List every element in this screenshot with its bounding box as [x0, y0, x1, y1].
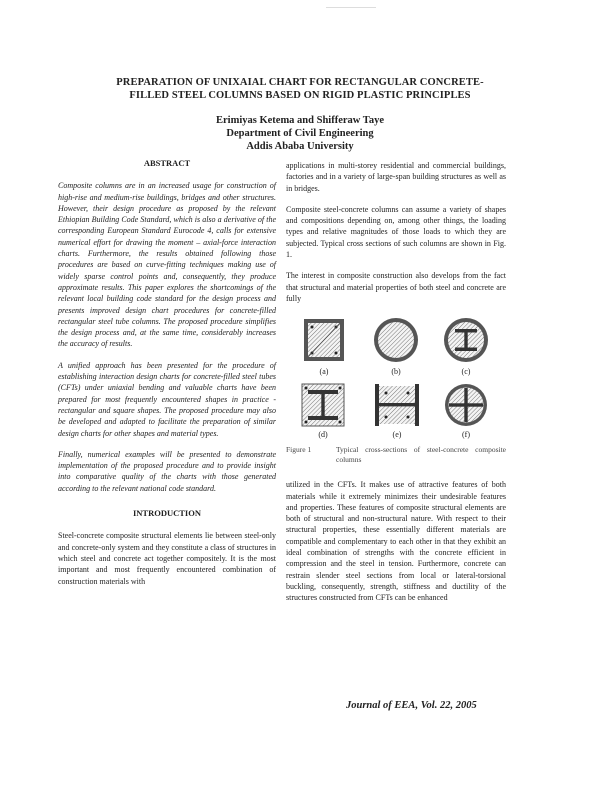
abstract-paragraph: Composite columns are in an increased usage for construction of high-rise and medium-rise buildings, bridges and other structures. However, their design procedure as proposed by the relevant Ethiopian Building Code Standard, which is also a derivative of the corresponding European Standard Eurocode 4, calls for extensive numerical effort for drawing the moment – axial-force interaction charts. Furthermore, the results obtained following those procedures are based on curve-fitting techniques making use of widely sparse control points and, consequently, they produce approximate results. This paper explores the shortcomings of the relevant local building code standard for the design process and presents improved design chart procedures for concrete-filled rectangular steel tube columns. The proposed procedure simplifies the design process and, at the same time, considerably increases the accuracy of results. — [58, 181, 276, 349]
body-paragraph: Composite steel-concrete columns can assume a variety of shapes and compositions depending on, among other things, the loading types and relative magnitudes of those loads to which they are subjected. Typical cross sections of such columns are shown in Fig. 1. — [286, 204, 506, 260]
introduction-heading: INTRODUCTION — [132, 508, 201, 519]
panel-label-c: (c) — [461, 367, 471, 377]
section-e-partially-encased-h-section — [375, 384, 419, 426]
section-c-circular-with-i-section — [444, 318, 488, 362]
panel-label-f: (f) — [462, 430, 470, 440]
abstract-heading: ABSTRACT — [143, 158, 191, 168]
body-paragraph: utilized in the CFTs. It makes use of attractive features of both materials while it extremely minimizes their undesirable features and properties. These features of composite structural elements are both of structural and non-structural nature. With respect to their structural properties, these essentially different materials are compatible and complementary to each other in that they exhibit an ideal combination of strengths with the concrete efficient in compression and the steel in tension. Furthermore, concrete can restrain slender steel sections from local or lateral-torsional buckling, consequently, strength, stiffness and ductility of the structures constructed from CFTs can be enhanced — [286, 480, 506, 603]
paper-title — [60, 76, 540, 102]
caption-text: Typical cross-sections of steel-concrete composite columns — [336, 445, 506, 465]
section-f-circular-with-cruciform — [445, 384, 487, 426]
abstract-body — [58, 180, 276, 494]
right-column — [286, 160, 506, 614]
author-names: Erimiyas Ketema and Shifferaw Taye — [216, 115, 384, 126]
left-column — [58, 158, 276, 597]
figure-caption — [286, 445, 506, 465]
body-paragraph: The interest in composite construction also develops from the fact that structural and material properties of both steel and concrete are fully — [286, 271, 506, 303]
abstract-paragraph: Finally, numerical examples will be presented to demonstrate implementation of the proposed procedure and to provide insight into comparative quality of the charts with those generated according to the relevant national code standard. — [58, 449, 276, 493]
panel-label-d: (d) — [318, 430, 328, 440]
title-line-2: FILLED STEEL COLUMNS BASED ON RIGID PLASTIC PRINCIPLES — [129, 90, 471, 101]
university: Addis Ababa University — [246, 141, 354, 152]
panel-label-a: (a) — [319, 367, 329, 377]
author-block — [100, 114, 500, 153]
introduction-paragraph: Steel-concrete composite structural elements lie between steel-only and concrete-only system and they constitute a class of structures in which steel and concrete act together compositely. It is the most important and most frequently encountered combination of construction materials with — [58, 531, 276, 586]
department: Department of Civil Engineering — [226, 128, 374, 139]
caption-label: Figure 1 — [286, 445, 312, 455]
figure-1 — [286, 314, 506, 439]
panel-label-b: (b) — [391, 367, 401, 377]
title-line-1: PREPARATION OF UNIXAIAL CHART FOR RECTANGULAR CONCRETE- — [116, 77, 484, 88]
section-d-encased-i-section — [302, 384, 344, 426]
body-paragraph: applications in multi-storey residential and commercial buildings, factories and in a variety of large-span building structures as well as in bridges. — [286, 161, 506, 193]
abstract-paragraph: A unified approach has been presented for the procedure of establishing interaction design charts for concrete-filled steel tubes (CFTs) under uniaxial bending and valuable charts have been prepared for most frequently encountered shapes in practice - rectangular and square shapes. The proposed procedure may also be developed and adapted to facilitate the preparation of similar design charts for other shapes and material types. — [58, 360, 276, 438]
section-a-rect-tube — [304, 319, 344, 361]
scan-mark — [326, 7, 376, 8]
section-b-circular-tube — [374, 318, 418, 362]
panel-label-e: (e) — [392, 430, 402, 440]
journal-footer: Journal of EEA, Vol. 22, 2005 — [346, 700, 477, 711]
